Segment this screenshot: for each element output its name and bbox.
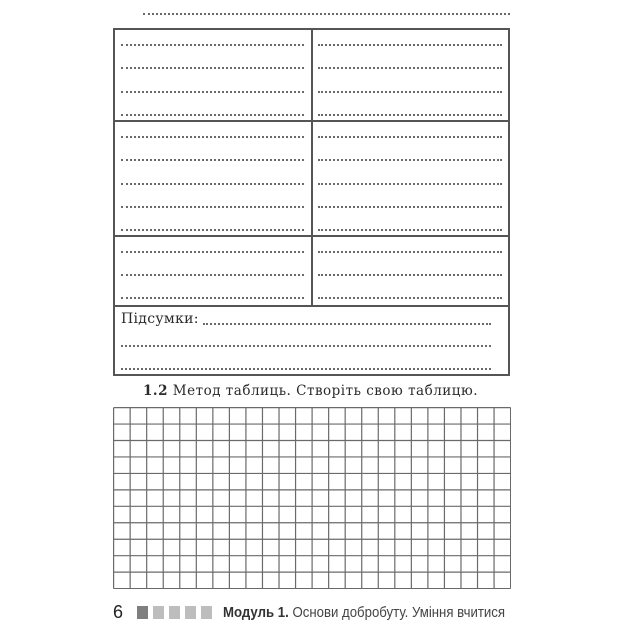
cell-line[interactable] [318,136,502,138]
summary-label: Підсумки: [121,311,199,327]
cell-line[interactable] [121,159,304,161]
cell-line[interactable] [121,229,304,231]
table-row-divider-3 [114,305,509,307]
task-text: Метод таблиць. Створіть свою таблицю. [172,383,479,399]
summary-line-2[interactable] [121,345,491,347]
cell-line[interactable] [318,206,502,208]
grid-svg[interactable] [113,407,511,589]
cell-line[interactable] [121,136,304,138]
cell-line[interactable] [121,297,304,299]
cell-line[interactable] [318,183,502,185]
cell-line[interactable] [318,159,502,161]
module-label: Модуль 1. [223,603,289,621]
footer-square [169,606,180,619]
task-heading [143,383,478,399]
cell-line[interactable] [318,274,502,276]
cell-line[interactable] [318,44,502,46]
cell-line[interactable] [318,67,502,69]
summary-line-1[interactable] [203,323,491,325]
cell-line[interactable] [121,183,304,185]
cell-line[interactable] [121,251,304,253]
page-number: 6 [113,601,124,622]
cell-line[interactable] [121,67,304,69]
cell-line[interactable] [121,274,304,276]
cell-line[interactable] [121,44,304,46]
cell-line[interactable] [121,114,304,116]
footer-square [201,606,212,619]
cell-line[interactable] [121,206,304,208]
footer-square [185,606,196,619]
cell-line[interactable] [318,91,502,93]
module-title: Основи добробуту. Уміння вчитися [292,603,506,621]
summary-line-3[interactable] [121,368,491,370]
footer-square [137,606,148,619]
cell-line[interactable] [318,251,502,253]
module-caption [223,604,505,621]
cell-line[interactable] [318,297,502,299]
grid-area[interactable] [113,407,511,593]
cell-line[interactable] [318,229,502,231]
cell-line[interactable] [121,91,304,93]
cell-line[interactable] [318,114,502,116]
table-row-divider-2 [114,235,509,237]
table-column-divider [311,29,313,305]
answer-line-top[interactable] [143,13,510,15]
table-row-divider-1 [114,120,509,122]
footer-square [153,606,164,619]
task-number: 1.2 [143,383,168,399]
page-footer [113,601,543,623]
